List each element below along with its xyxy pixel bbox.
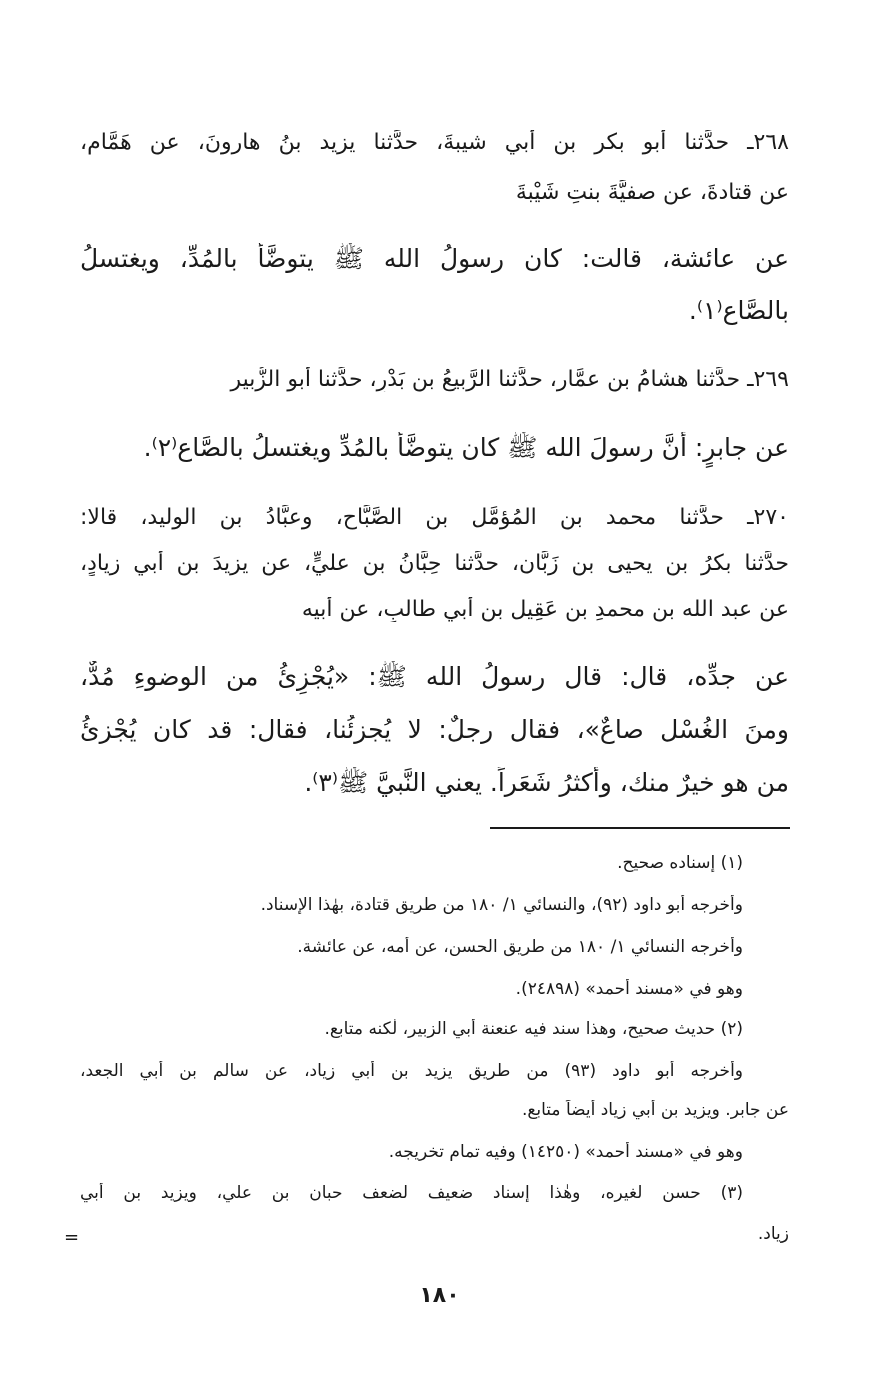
hadith-268-matn-line-2: بالصَّاع⁽١⁾. bbox=[688, 296, 789, 325]
footnote-2-source-1: وأخرجه أبو داود (٩٣) من طريق يزيد بن أبي زياد، عن سالم بن أبي الجعد، bbox=[80, 1061, 743, 1081]
footnote-2-source-1-cont: عن جابر. ويزيد بن أبي زياد أيضاً متابع. bbox=[521, 1100, 789, 1120]
footnote-3-line: (٣) حسن لغيره، وهٰذا إسناد ضعيف لضعف حبان بن علي، ويزيد بن أبي bbox=[80, 1183, 743, 1203]
footnote-2-source-2: وهو في «مسند أحمد» (١٤٢٥٠) وفيه تمام تخريجه. bbox=[388, 1142, 743, 1162]
footnote-1-source-3: وهو في «مسند أحمد» (٢٤٨٩٨). bbox=[515, 979, 743, 999]
hadith-270-isnad-line-1: ٢٧٠ـ حدَّثنا محمد بن المُؤمَّل بن الصَّبَّاح، وعبَّادُ بن الوليد، قالا: bbox=[80, 505, 789, 530]
footnote-2-line: (٢) حديث صحيح، وهذا سند فيه عنعنة أبي الزبير، لٰكنه متابع. bbox=[324, 1019, 743, 1039]
footnote-1-line: (١) إسناده صحيح. bbox=[617, 853, 743, 873]
continuation-mark: = bbox=[64, 1227, 80, 1248]
hadith-269-matn-line-1: عن جابرٍ: أنَّ رسولَ الله ﷺ كان يتوضَّأُ بالمُدِّ ويغتسلُ بالصَّاع⁽٢⁾. bbox=[143, 433, 789, 462]
footnote-1-source-2: وأخرجه النسائي ١/ ١٨٠ من طريق الحسن، عن أمه، عن عائشة. bbox=[297, 937, 743, 957]
footnote-separator bbox=[490, 827, 790, 829]
hadith-270-matn-line-3: من هو خيرٌ منك، وأكثرُ شَعَراً. يعني النَّبيَّ ﷺ⁽٣⁾. bbox=[304, 768, 789, 797]
page-number: ١٨٠ bbox=[419, 1283, 460, 1308]
hadith-270-matn-line-2: ومنَ الغُسْلِ صاعٌ»، فقال رجلٌ: لا يُجزئُنا، فقال: قد كان يُجْزِئُ bbox=[80, 715, 789, 744]
footnote-1-source-1: وأخرجه أبو داود (٩٢)، والنسائي ١/ ١٨٠ من طريق قتادة، بهٰذا الإسناد. bbox=[260, 895, 743, 915]
hadith-268-isnad-line-1: ٢٦٨ـ حدَّثنا أبو بكر بن أبي شيبةَ، حدَّثنا يزيد بنُ هارونَ، عن هَمَّامٍ، bbox=[80, 130, 789, 155]
hadith-269-isnad-line-1: ٢٦٩ـ حدَّثنا هشامُ بن عمَّار، حدَّثنا الرَّبيعُ بن بَدْرٍ، حدَّثنا أبو الزُّبير bbox=[230, 367, 789, 392]
hadith-270-matn-line-1: عن جدِّه، قال: قال رسولُ الله ﷺ: «يُجْزِئُ من الوضوءِ مُدٌّ، bbox=[80, 662, 789, 691]
hadith-268-isnad-line-2: عن قتادةَ، عن صفيَّةَ بنتِ شَيْبةَ bbox=[515, 180, 789, 205]
footnote-3-line-cont: زياد. bbox=[757, 1224, 789, 1244]
hadith-270-isnad-line-3: عن عبد الله بن محمدِ بن عَقِيل بن أبي طالبٍ، عن أبيه bbox=[301, 597, 789, 622]
hadith-270-isnad-line-2: حدَّثنا بكرُ بن يحيى بن زَبَّان، حدَّثنا حِبَّانُ بن عليٍّ، عن يزيدَ بن أبي زيادٍ، bbox=[80, 551, 789, 576]
hadith-268-matn-line-1: عن عائشة، قالت: كان رسولُ الله ﷺ يتوضَّأُ بالمُدِّ، ويغتسلُ bbox=[80, 244, 789, 273]
